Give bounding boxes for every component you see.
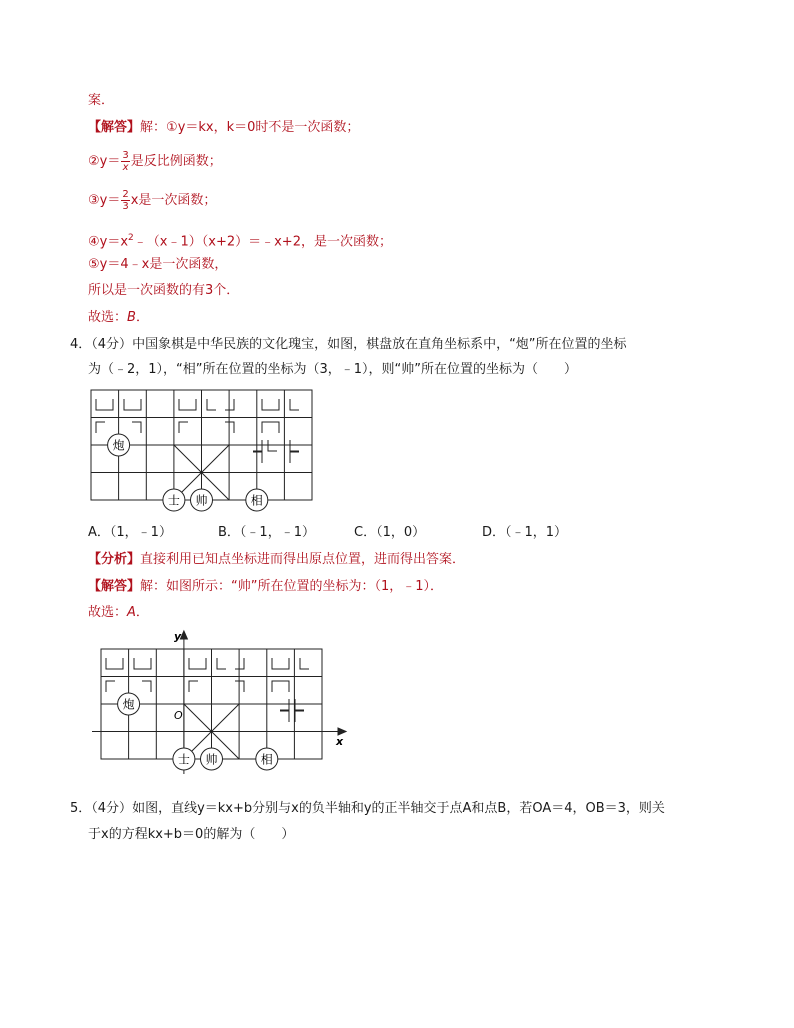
q4-piece-shi-label: 士: [167, 493, 180, 508]
q4-option-a-label: A．: [88, 525, 110, 540]
q4-stem-line1: [70, 336, 627, 354]
prev-item2-line: [88, 150, 222, 174]
answer-letter: B: [127, 310, 136, 325]
prev-item5-line: [88, 256, 227, 274]
q4-option-a[interactable]: [88, 524, 172, 542]
q4-solution-figure: [88, 628, 358, 778]
item3-numerator: 2: [122, 189, 129, 200]
prev-solution-tail: 案．: [88, 93, 115, 108]
item5-mark: ⑤: [88, 257, 100, 272]
q4-analysis-tag: 【分析】: [88, 552, 141, 567]
prev-summary: 所以是一次函数的有3个．: [88, 283, 240, 298]
q4-jieda-text: 解：如图所示：“帅”所在位置的坐标为：（1，﹣1）．: [140, 579, 444, 594]
q4-jieda: [88, 578, 443, 596]
item3-rest: x是一次函数；: [130, 193, 217, 208]
q4-board-figure: [88, 385, 320, 515]
item4-a: y＝x: [99, 234, 129, 250]
item1-text: y＝kx，k＝0时不是一次函数；: [177, 120, 360, 135]
q4-piece-pao: [108, 434, 130, 456]
q4-option-d-text: （﹣1，1）: [505, 525, 568, 540]
q4-answer-letter: A: [127, 605, 136, 620]
item5-text: y＝4﹣x是一次函数，: [99, 257, 228, 272]
y-axis-label: y: [174, 630, 182, 643]
answer-end: ．: [135, 310, 149, 325]
item2-fraction: [121, 150, 129, 173]
item2-lhs: y＝: [99, 154, 121, 169]
q4-piece-shi: [163, 489, 185, 511]
q4-stem1: 中国象棋是中华民族的文化瑰宝，如图，棋盘放在直角坐标系中，“炮”所在位置的坐标: [132, 337, 627, 352]
x-axis-label: x: [336, 735, 344, 748]
q4-piece-xiang-label: 相: [250, 493, 263, 508]
x-axis-arrow-icon: [338, 728, 346, 735]
q4-answer-end: ．: [135, 605, 149, 620]
q4-solution-shuai-label: 帅: [205, 752, 218, 767]
q4-option-d[interactable]: [482, 524, 567, 542]
item4-sup: 2: [128, 233, 134, 243]
origin-label: O: [174, 709, 183, 722]
q4-option-b[interactable]: [218, 524, 315, 542]
q4-option-b-label: B．: [218, 525, 240, 540]
q4-analysis-text: 直接利用已知点坐标进而得出原点位置，进而得出答案．: [140, 552, 466, 567]
item4-mark: ④: [88, 234, 100, 250]
q4-piece-shuai-label: 帅: [195, 493, 208, 508]
q4-solution-xiang-label: 相: [260, 752, 273, 767]
q4-stem-line2: 为（﹣2，1），“相”所在位置的坐标为（3，﹣1），则“帅”所在位置的坐标为（ ）: [88, 362, 578, 377]
q4-number: 4．: [70, 337, 92, 352]
q4-points: （4分）: [91, 337, 133, 352]
q4-piece-shuai: [191, 489, 213, 511]
item3-denominator: 3: [122, 201, 129, 212]
item3-fraction: [121, 189, 129, 212]
q4-solution-piece-xiang: [256, 748, 278, 770]
q4-solution-piece-shuai: [201, 748, 223, 770]
answer-prefix: 故选：: [88, 310, 128, 325]
q5-points: （4分）: [91, 801, 133, 816]
q4-jieda-tag: 【解答】: [88, 579, 141, 594]
prev-answer: [88, 309, 149, 327]
prev-item3-line: [88, 189, 216, 213]
q5-number: 5．: [70, 801, 92, 816]
prev-jieda-line: [88, 119, 359, 137]
item2-denominator: x: [122, 162, 129, 173]
q5-stem-line1: [70, 800, 665, 818]
q4-solution-piece-shi: [173, 748, 195, 770]
q4-analysis: [88, 551, 465, 569]
q4-option-d-label: D．: [482, 525, 506, 540]
q4-option-c[interactable]: [354, 524, 425, 542]
item1-mark: ①: [166, 120, 178, 135]
item2-mark: ②: [88, 154, 100, 169]
q5-stem-line2: 于x的方程kx+b＝0的解为（ ）: [88, 827, 295, 842]
q4-answer: [88, 604, 149, 622]
jieda-tag: 【解答】: [88, 120, 141, 135]
item3-mark: ③: [88, 193, 100, 208]
q4-option-c-label: C．: [354, 525, 377, 540]
q5-stem1: 如图，直线y＝kx+b分别与x的负半轴和y的正半轴交于点A和点B，若OA＝4，OB＝3，则关: [132, 801, 665, 816]
q4-option-c-text: （1，0）: [376, 525, 426, 540]
prev-item4-line: [88, 229, 392, 251]
q4-solution-shi-label: 士: [177, 752, 190, 767]
q4-option-b-text: （﹣1，﹣1）: [239, 525, 315, 540]
item2-rest: 是反比例函数；: [130, 154, 222, 169]
q4-piece-xiang: [246, 489, 268, 511]
q4-solution-piece-pao: [118, 693, 140, 715]
jieda-prefix: 解：: [140, 120, 167, 135]
item3-lhs: y＝: [99, 193, 121, 208]
item2-numerator: 3: [122, 150, 129, 161]
item4-b: ﹣（x﹣1）（x+2）＝﹣x+2，是一次函数；: [133, 234, 392, 250]
y-axis-arrow-icon: [180, 631, 187, 639]
q4-option-a-text: （1，﹣1）: [109, 525, 172, 540]
q4-piece-pao-label: 炮: [112, 438, 125, 453]
q4-answer-prefix: 故选：: [88, 605, 128, 620]
q4-solution-pao-label: 炮: [122, 697, 135, 712]
